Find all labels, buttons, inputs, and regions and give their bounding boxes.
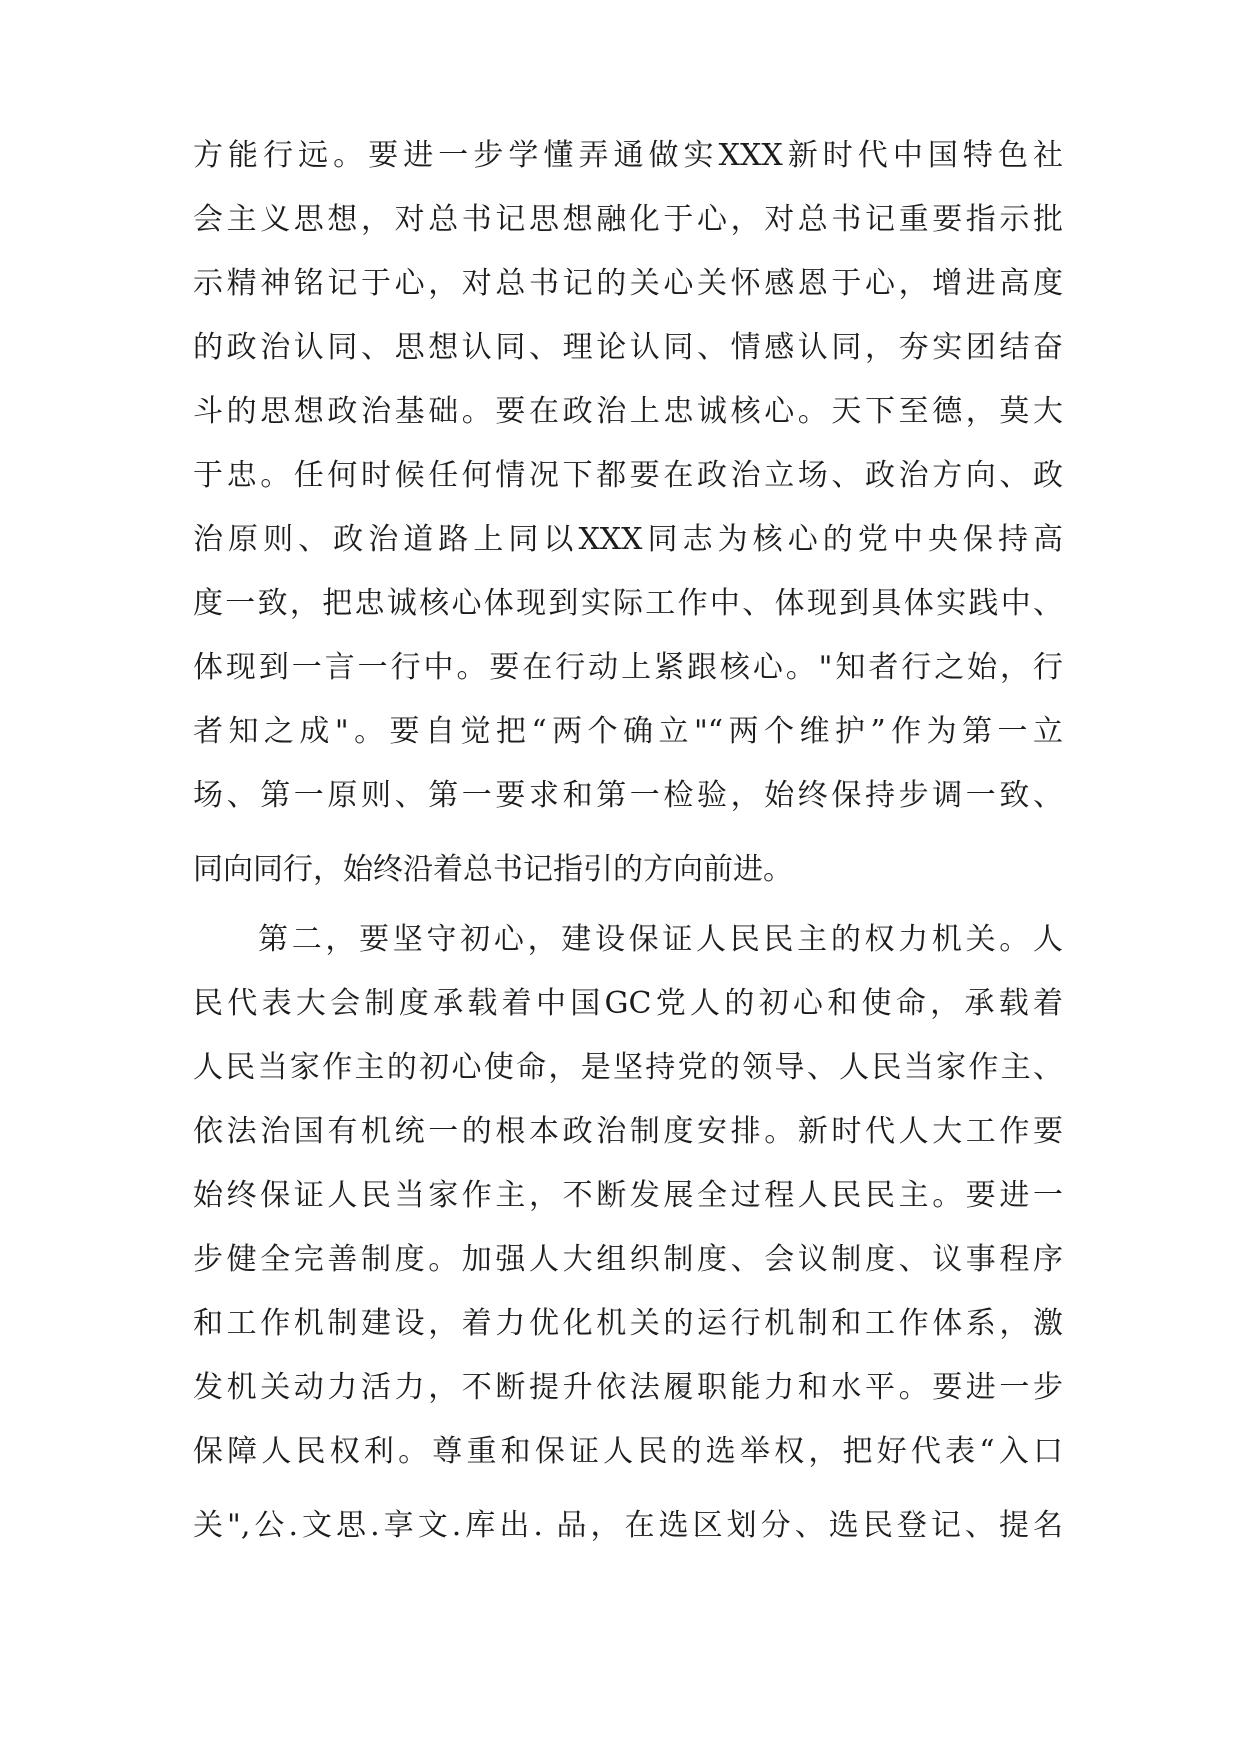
- text-line: 治原则、政治道路上同以XXX同志为核心的党中央保持高: [193, 522, 1063, 557]
- text-line: 步健全完善制度。加强人大组织制度、会议制度、议事程序: [193, 1242, 1063, 1277]
- text-line: 会主义思想，对总书记思想融化于心，对总书记重要指示批: [193, 202, 1063, 237]
- text-line: 始终保证人民当家作主，不断发展全过程人民民主。要进一: [193, 1178, 1063, 1213]
- text-line: 度一致，把忠诚核心体现到实际工作中、体现到具体实践中、: [193, 586, 1063, 621]
- text-line: 关",公.文思.享文.库出. 品，在选区划分、选民登记、提名: [193, 1508, 1063, 1543]
- text-line: 依法治国有机统一的根本政治制度安排。新时代人大工作要: [193, 1114, 1063, 1149]
- text-line: 方能行远。要进一步学懂弄通做实XXX新时代中国特色社: [193, 138, 1063, 173]
- text-line: 的政治认同、思想认同、理论认同、情感认同，夯实团结奋: [193, 330, 1063, 365]
- text-line: 斗的思想政治基础。要在政治上忠诚核心。天下至德，莫大: [193, 394, 1063, 429]
- paragraph-first-line: 第二，要坚守初心，建设保证人民民主的权力机关。人: [258, 922, 1063, 957]
- text-line: 发机关动力活力，不断提升依法履职能力和水平。要进一步: [193, 1370, 1063, 1405]
- text-line: 场、第一原则、第一要求和第一检验，始终保持步调一致、: [193, 778, 1063, 813]
- text-line: 于忠。任何时候任何情况下都要在政治立场、政治方向、政: [193, 458, 1063, 493]
- text-line: 者知之成"。要自觉把“两个确立"“两个维护”作为第一立: [193, 714, 1063, 749]
- text-line: 人民当家作主的初心使命，是坚持党的领导、人民当家作主、: [193, 1050, 1063, 1085]
- text-line: 体现到一言一行中。要在行动上紧跟核心。"知者行之始，行: [193, 650, 1063, 685]
- text-line: 和工作机制建设，着力优化机关的运行机制和工作体系，激: [193, 1306, 1063, 1341]
- text-line: 示精神铭记于心，对总书记的关心关怀感恩于心，增进高度: [193, 266, 1063, 301]
- text-line: 民代表大会制度承载着中国GC党人的初心和使命，承载着: [193, 986, 1063, 1021]
- text-line: 同向同行，始终沿着总书记指引的方向前进。: [193, 852, 793, 887]
- text-line: 保障人民权利。尊重和保证人民的选举权，把好代表“入口: [193, 1434, 1063, 1469]
